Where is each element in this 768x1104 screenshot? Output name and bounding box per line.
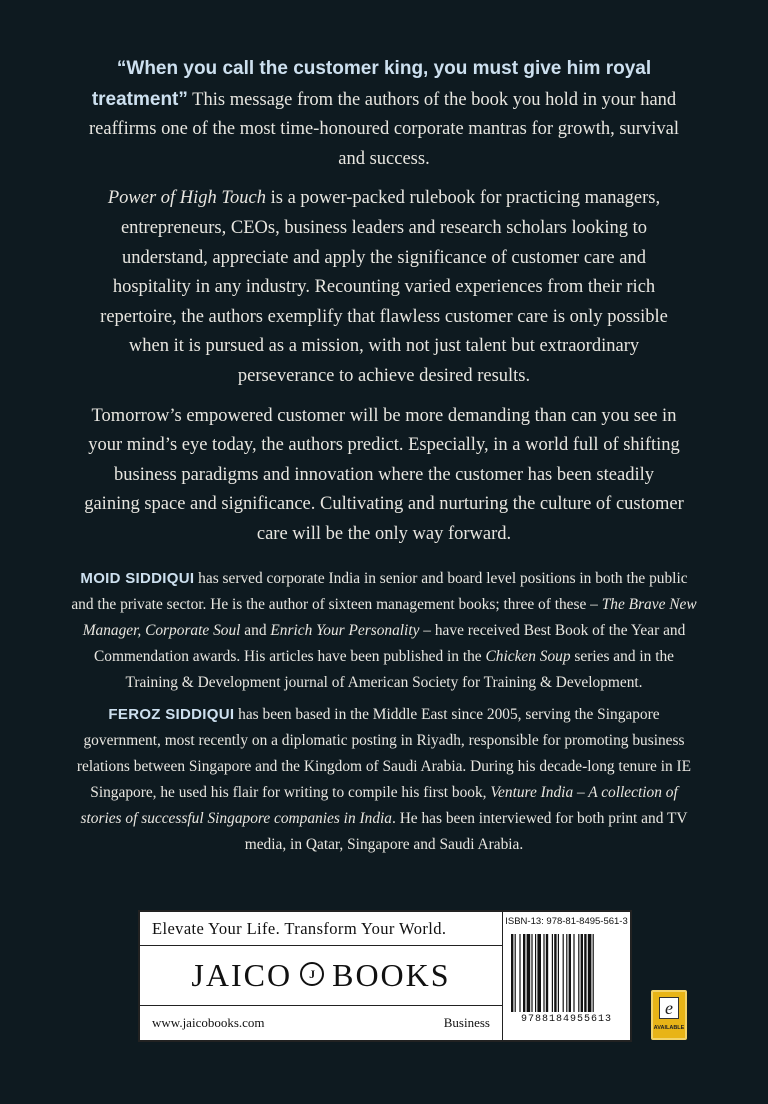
logo-text-right: BOOKS	[332, 957, 451, 993]
ebook-available-badge	[651, 990, 687, 1040]
isbn-block	[503, 912, 630, 1040]
publisher-tagline: Elevate Your Life. Transform Your World.	[140, 912, 502, 946]
author-bios	[70, 566, 698, 864]
blurb-paragraph-1	[84, 54, 684, 174]
author-name: MOID SIDDIQUI	[80, 570, 195, 587]
blurb	[84, 54, 684, 560]
book-title: Chicken Soup	[485, 648, 571, 665]
isbn-label: ISBN-13: 978-81-8495-561-3	[505, 916, 628, 927]
bio-text: . He has been interviewed for both print and TV media, in Qatar, Singapore and Saudi Arabia.	[244, 810, 688, 853]
ebook-available-label: AVAILABLE	[653, 1025, 685, 1031]
jaico-emblem-icon: J	[300, 962, 324, 986]
bio-text: has served corporate India in senior and board level positions in both the public and the private sector. He is the author of sixteen management books; three of these –	[71, 570, 688, 613]
barcode-icon	[511, 934, 621, 1012]
book-title: Enrich Your Personality	[270, 622, 420, 639]
bio-text: and	[240, 622, 271, 639]
publisher-info	[140, 912, 503, 1040]
book-category: Business	[443, 1015, 490, 1030]
publisher-footer	[140, 1006, 502, 1040]
publisher-logo	[140, 946, 502, 1006]
blurb-p1-text: This message from the authors of the book you hold in your hand reaffirms one of the most time-honoured corporate mantras for growth, survival and success.	[89, 89, 679, 169]
author-name: FEROZ SIDDIQUI	[108, 706, 235, 723]
e-book-icon: e	[659, 997, 679, 1019]
bio-text: series and in the Training & Development journal of American Society for Training & Development.	[125, 648, 674, 691]
book-title: Venture India – A collection of stories of successful Singapore companies in India	[80, 784, 678, 827]
book-title: The Brave New Manager, Corporate Soul	[82, 596, 697, 639]
blurb-p2-text: is a power-packed rulebook for practicing managers, entrepreneurs, CEOs, business leaders and research scholars looking to understand, appreciate and apply the significance of customer care and hospitality in any industry. Recounting varied experiences from their rich repertoire, the authors exemplify that flawless customer care is only possible when it is pursued as a mission, with not just talent but extraordinary perseverance to achieve desired results.	[100, 188, 668, 386]
publisher-url: www.jaicobooks.com	[152, 1015, 265, 1030]
author-bio-1	[70, 566, 698, 696]
book-title: Power of High Touch	[107, 188, 266, 209]
blurb-quote: “When you call the customer king, you must give him royal treatment”	[91, 58, 652, 110]
blurb-paragraph-3: Tomorrow’s empowered customer will be more demanding than can you see in your mind’s eye today, the authors predict. Especially, in a world full of shifting business paradigms and innovation where the customer has been steadily gaining space and significance. Cultivating and nurturing the culture of customer care will be the only way forward.	[84, 405, 684, 544]
barcode-digits: 9788184955613	[520, 1014, 612, 1025]
author-bio-2	[70, 702, 698, 858]
publisher-panel	[138, 910, 632, 1042]
bio-text: – have received Best Book of the Year and Commendation awards. His articles have been published in the	[93, 622, 686, 665]
bio-text: has been based in the Middle East since 2005, serving the Singapore government, most recently on a diplomatic posting in Riyadh, responsible for promoting business relations between Singapore and the Kingdom of Saudi Arabia. During his decade-long tenure in IE Singapore, he used his flair for writing to compile his first book,	[76, 706, 692, 801]
blurb-paragraph-2	[84, 184, 684, 391]
logo-text-left: JAICO	[191, 957, 293, 993]
